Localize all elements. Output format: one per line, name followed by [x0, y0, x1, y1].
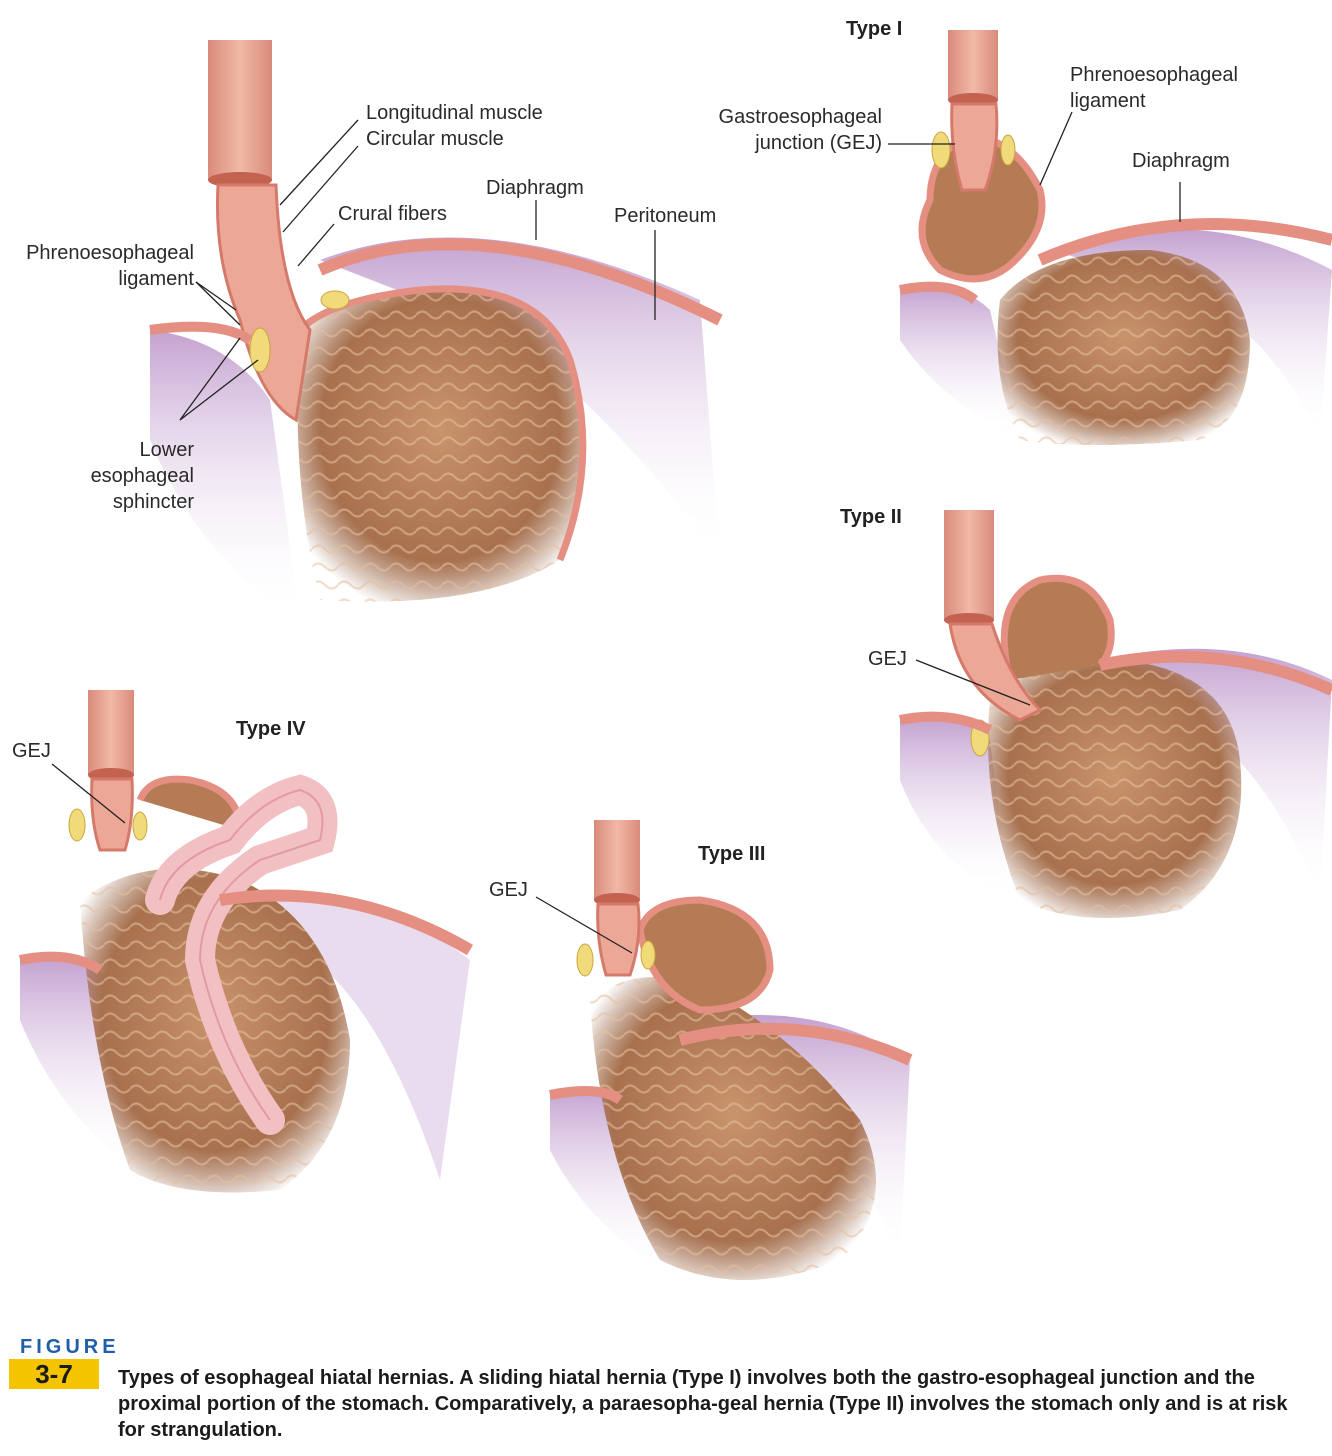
- type-3-drawing: [536, 820, 910, 1280]
- type-4-title: Type IV: [236, 718, 306, 740]
- figure-number: 3-7: [9, 1359, 99, 1389]
- type-3-title: Type III: [698, 843, 766, 865]
- type-2-title: Type II: [840, 506, 902, 528]
- figure-word: FIGURE: [20, 1336, 120, 1358]
- label-diaphragm: Diaphragm: [486, 177, 584, 199]
- type-4-label-gej: GEJ: [12, 740, 51, 762]
- type-2-drawing: [900, 510, 1332, 918]
- label-lower-esophageal-sphincter: Lower esophageal sphincter: [90, 439, 194, 513]
- label-phrenoesophageal-ligament: Phrenoesophageal ligament: [26, 242, 194, 290]
- type-1-label-phrenoesophageal-ligament: Phrenoesophageal ligament: [1070, 64, 1238, 112]
- type-2-label-gej: GEJ: [868, 648, 907, 670]
- type-1-label-gej: Gastroesophageal junction (GEJ): [718, 106, 882, 154]
- type-1-label-diaphragm: Diaphragm: [1132, 150, 1230, 172]
- label-peritoneum: Peritoneum: [614, 205, 717, 227]
- type-1-title: Type I: [846, 18, 903, 40]
- label-longitudinal-muscle: Longitudinal muscle: [366, 102, 543, 124]
- label-circular-muscle: Circular muscle: [366, 128, 504, 150]
- figure-caption: Types of esophageal hiatal hernias. A sliding hiatal hernia (Type I) involves both the gastro-esophageal junction and the proximal portion of the stomach. Comparatively, a paraesopha-geal hernia (Type II) involves the stomach only and is at risk for strangulation.: [118, 1367, 1288, 1441]
- type-4-drawing: [20, 690, 470, 1193]
- type-3-label-gej: GEJ: [489, 879, 528, 901]
- label-crural-fibers: Crural fibers: [338, 203, 447, 225]
